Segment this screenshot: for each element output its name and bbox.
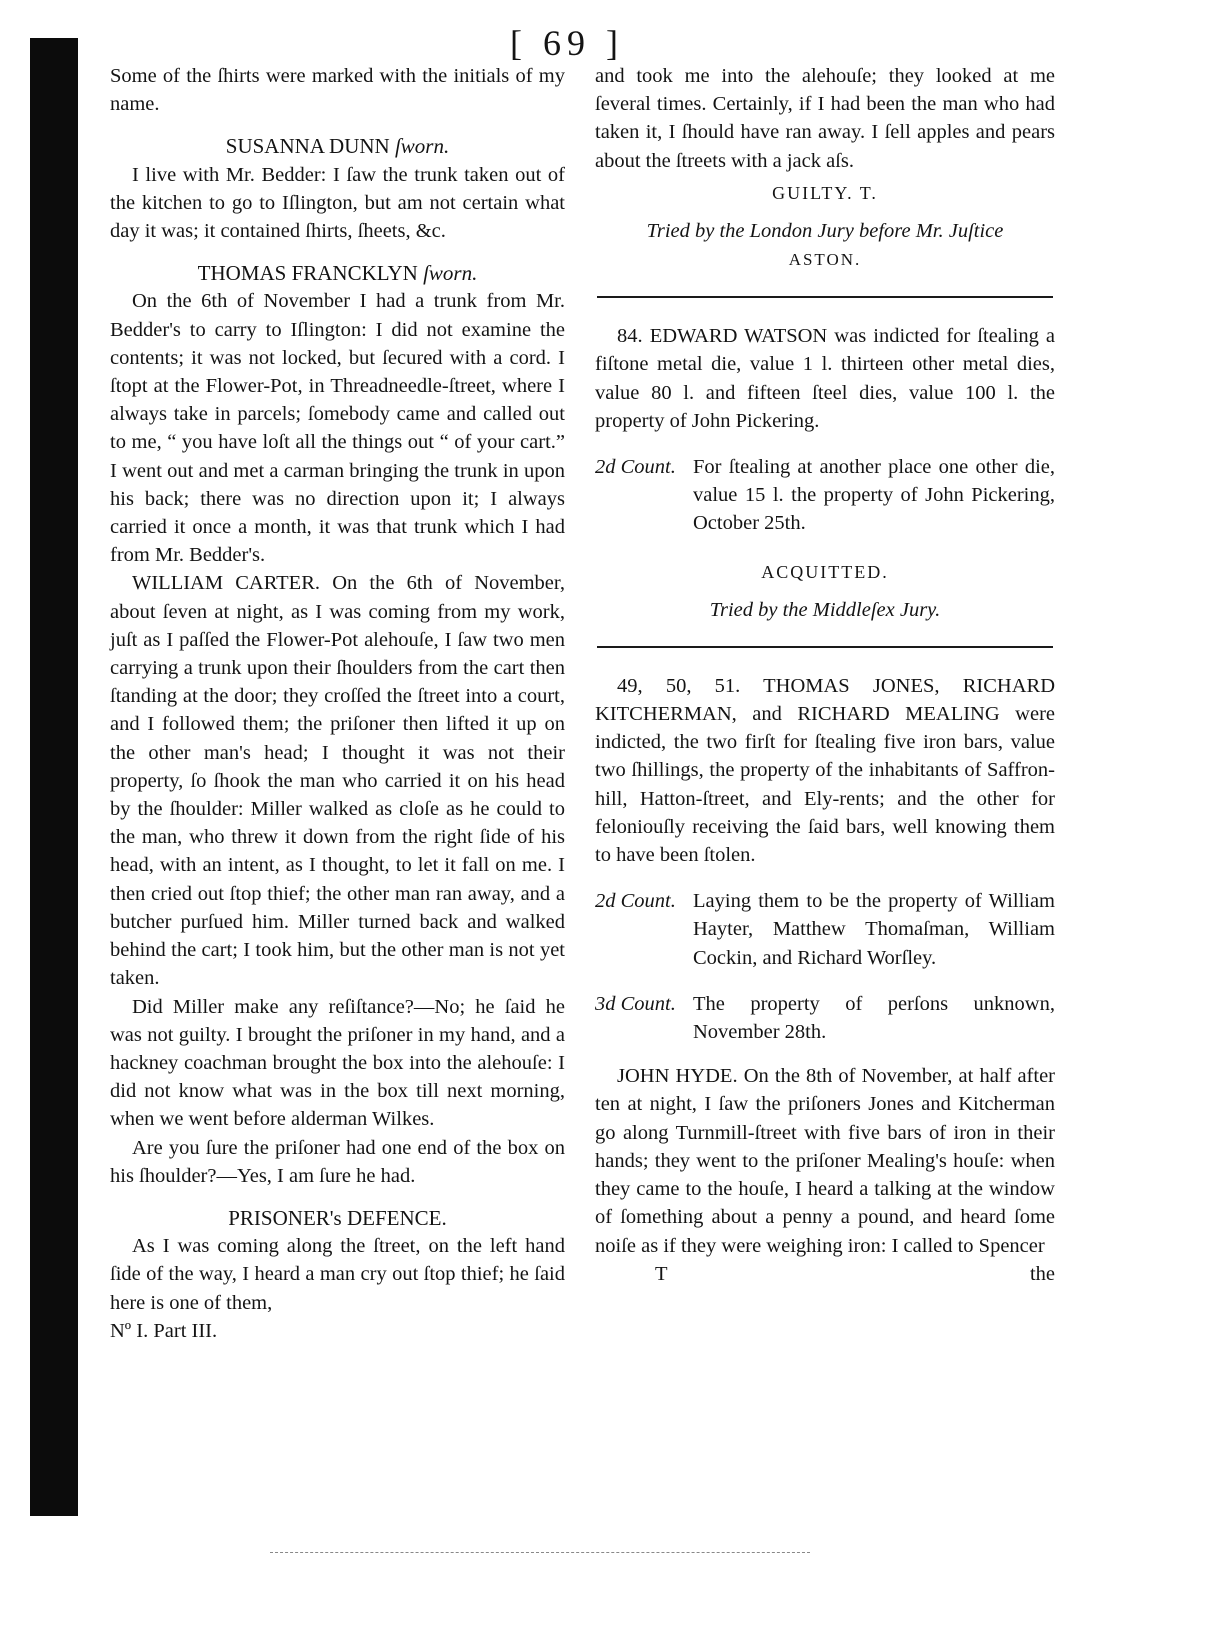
bottom-edge-specks xyxy=(270,1552,810,1553)
case-84-indictment: 84. EDWARD WATSON was indicted for ſtealing a fiſtone metal die, value 1 l. thirteen other metal dies, value 80 l. and fifteen ſteel dies, value 100 l. the property of John Pickering. xyxy=(595,325,1055,432)
defence-text: As I was coming along the ſtreet, on the left hand ſide of the way, I heard a man cry out ſtop thief; he ſaid here is one of them, xyxy=(110,1235,565,1314)
page-number: [ 69 ] xyxy=(510,23,624,63)
testimony-dunn: I live with Mr. Bedder: I ſaw the trunk taken out of the kitchen to go to Iſlington, but am not certain what day it was; it contained ſhirts, ſheets, &c. xyxy=(110,163,565,243)
binding-spine xyxy=(30,38,78,1516)
count-text: The property of perſons unknown, November 28th. xyxy=(693,992,1055,1044)
left-column xyxy=(110,62,565,1345)
question-shoulder: Are you ſure the priſoner had one end of the box on his ſhoulder?—Yes, I am ſure he had. xyxy=(110,1136,565,1187)
verdict-acquitted: ACQUITTED. xyxy=(761,561,889,582)
right-column xyxy=(595,62,1055,1288)
witness-heading-francklyn xyxy=(110,259,565,287)
defence-continuation: and took me into the alehouſe; they looked at me ſeveral times. Certainly, if I had been the man who had taken it, I ſhould have ran away. I ſell apples and pears about the ſtreets with a jack aſs. xyxy=(595,65,1055,172)
count-label: 3d Count. xyxy=(595,992,676,1015)
count-label: 2d Count. xyxy=(595,890,676,913)
testimony-carter xyxy=(110,569,565,992)
count-text: Laying them to be the property of William Hayter, Matthew Thomaſman, William Cockin, and Richard Worſley. xyxy=(693,890,1055,969)
sworn-label: ſworn. xyxy=(423,261,478,286)
jury-note-london xyxy=(595,217,1055,274)
witness-name: THOMAS FRANCKLYN xyxy=(197,261,418,286)
jury-note-middlesex: Tried by the Middleſex Jury. xyxy=(709,598,941,621)
case-49-count-3 xyxy=(595,990,1055,1046)
part-marker: Nº I. Part III. xyxy=(110,1319,218,1342)
section-divider xyxy=(597,646,1053,648)
page-footer-right xyxy=(595,1260,1055,1288)
catchword: the xyxy=(1029,1262,1055,1285)
judge-name: ASTON. xyxy=(788,250,862,270)
sworn-label: ſworn. xyxy=(394,134,450,159)
section-divider xyxy=(597,296,1053,298)
jury-text: Tried by the London Jury before Mr. Juſtice xyxy=(646,219,1004,242)
testimony-francklyn: On the 6th of November I had a trunk from Mr. Bedder's to carry to Iſlington: I did not examine the contents; it was not locked, but ſecured with a cord. I ſtopt at the Flower-Pot, in Threadneedle-ſtreet, where I always take in parcels; ſomebody came and called out to me, “ you have loſt all the things out “ of your cart.” I went out and met a carman bringing the trunk in upon his back; there was no direction upon it; I always carried it once a month, it was that trunk which I had from Mr. Bedder's. xyxy=(110,290,565,567)
signature-mark: T xyxy=(655,1262,668,1285)
question-resistance: Did Miller make any reſiſtance?—No; he ſaid he was not guilty. I brought the priſoner in my hand, and a hackney coachman brought the box into the alehouſe: I did not know what was in the box till next morning, when we went before alderman Wilkes. xyxy=(110,995,565,1131)
witness-heading-dunn xyxy=(110,132,565,160)
case-49-indictment: 49, 50, 51. THOMAS JONES, RICHARD KITCHERMAN, and RICHARD MEALING were indicted, the two firſt for ſtealing five iron bars, value two ſhillings, the property of the inhabitants of Saffron-hill, Hatton-ſtreet, and Ely-rents; and the other for feloniouſly receiving the ſaid bars, well knowing them to have been ſtolen. xyxy=(595,674,1055,867)
page-footer-left xyxy=(110,1317,565,1345)
testimony-hyde: JOHN HYDE. On the 8th of November, at half after ten at night, I ſaw the priſoners Jones and Kitcherman go along Turnmill-ſtreet with five bars of iron in their hands; they went to the priſoner Mealing's houſe: when they came to the houſe, I heard a talking at the window of ſomething about a penny a pound, and heard ſome noiſe as if they were weighing iron: I called to Spencer xyxy=(595,1065,1055,1257)
case-84-count-2 xyxy=(595,453,1055,538)
testimony-text: On the 6th of November, about ſeven at night, as I was coming from my work, juſt as I paſſed the Flower-Pot alehouſe, I ſaw two men carrying a trunk upon their ſhoulders from the cart then ſtanding at the door; they croſſed the ſtreet into a court, and I followed them; the priſoner then lifted it up on the other man's head; I thought it was not their property, ſo ſhook the man who carried it on his head by the ſhoulder: Miller walked as cloſe as he could to the man, who threw it down from the right ſide of his head, with an intent, as I thought, to let it fall on me. I then cried out ſtop thief; the other man ran away, and a butcher purſued him. Miller turned back and walked behind the cart; I took him, but the other man is not yet taken. xyxy=(110,572,566,990)
intro-paragraph: Some of the ſhirts were marked with the initials of my name. xyxy=(110,65,565,116)
count-text: For ſtealing at another place one other die, value 15 l. the property of John Pickering, October 25th. xyxy=(693,456,1055,535)
count-label: 2d Count. xyxy=(595,456,676,479)
witness-name: SUSANNA DUNN xyxy=(225,134,390,159)
witness-name: WILLIAM CARTER. xyxy=(132,572,321,595)
defence-heading: PRISONER's DEFENCE. xyxy=(228,1205,447,1230)
case-49-count-2 xyxy=(595,887,1055,972)
verdict-guilty: GUILTY. T. xyxy=(772,182,878,203)
